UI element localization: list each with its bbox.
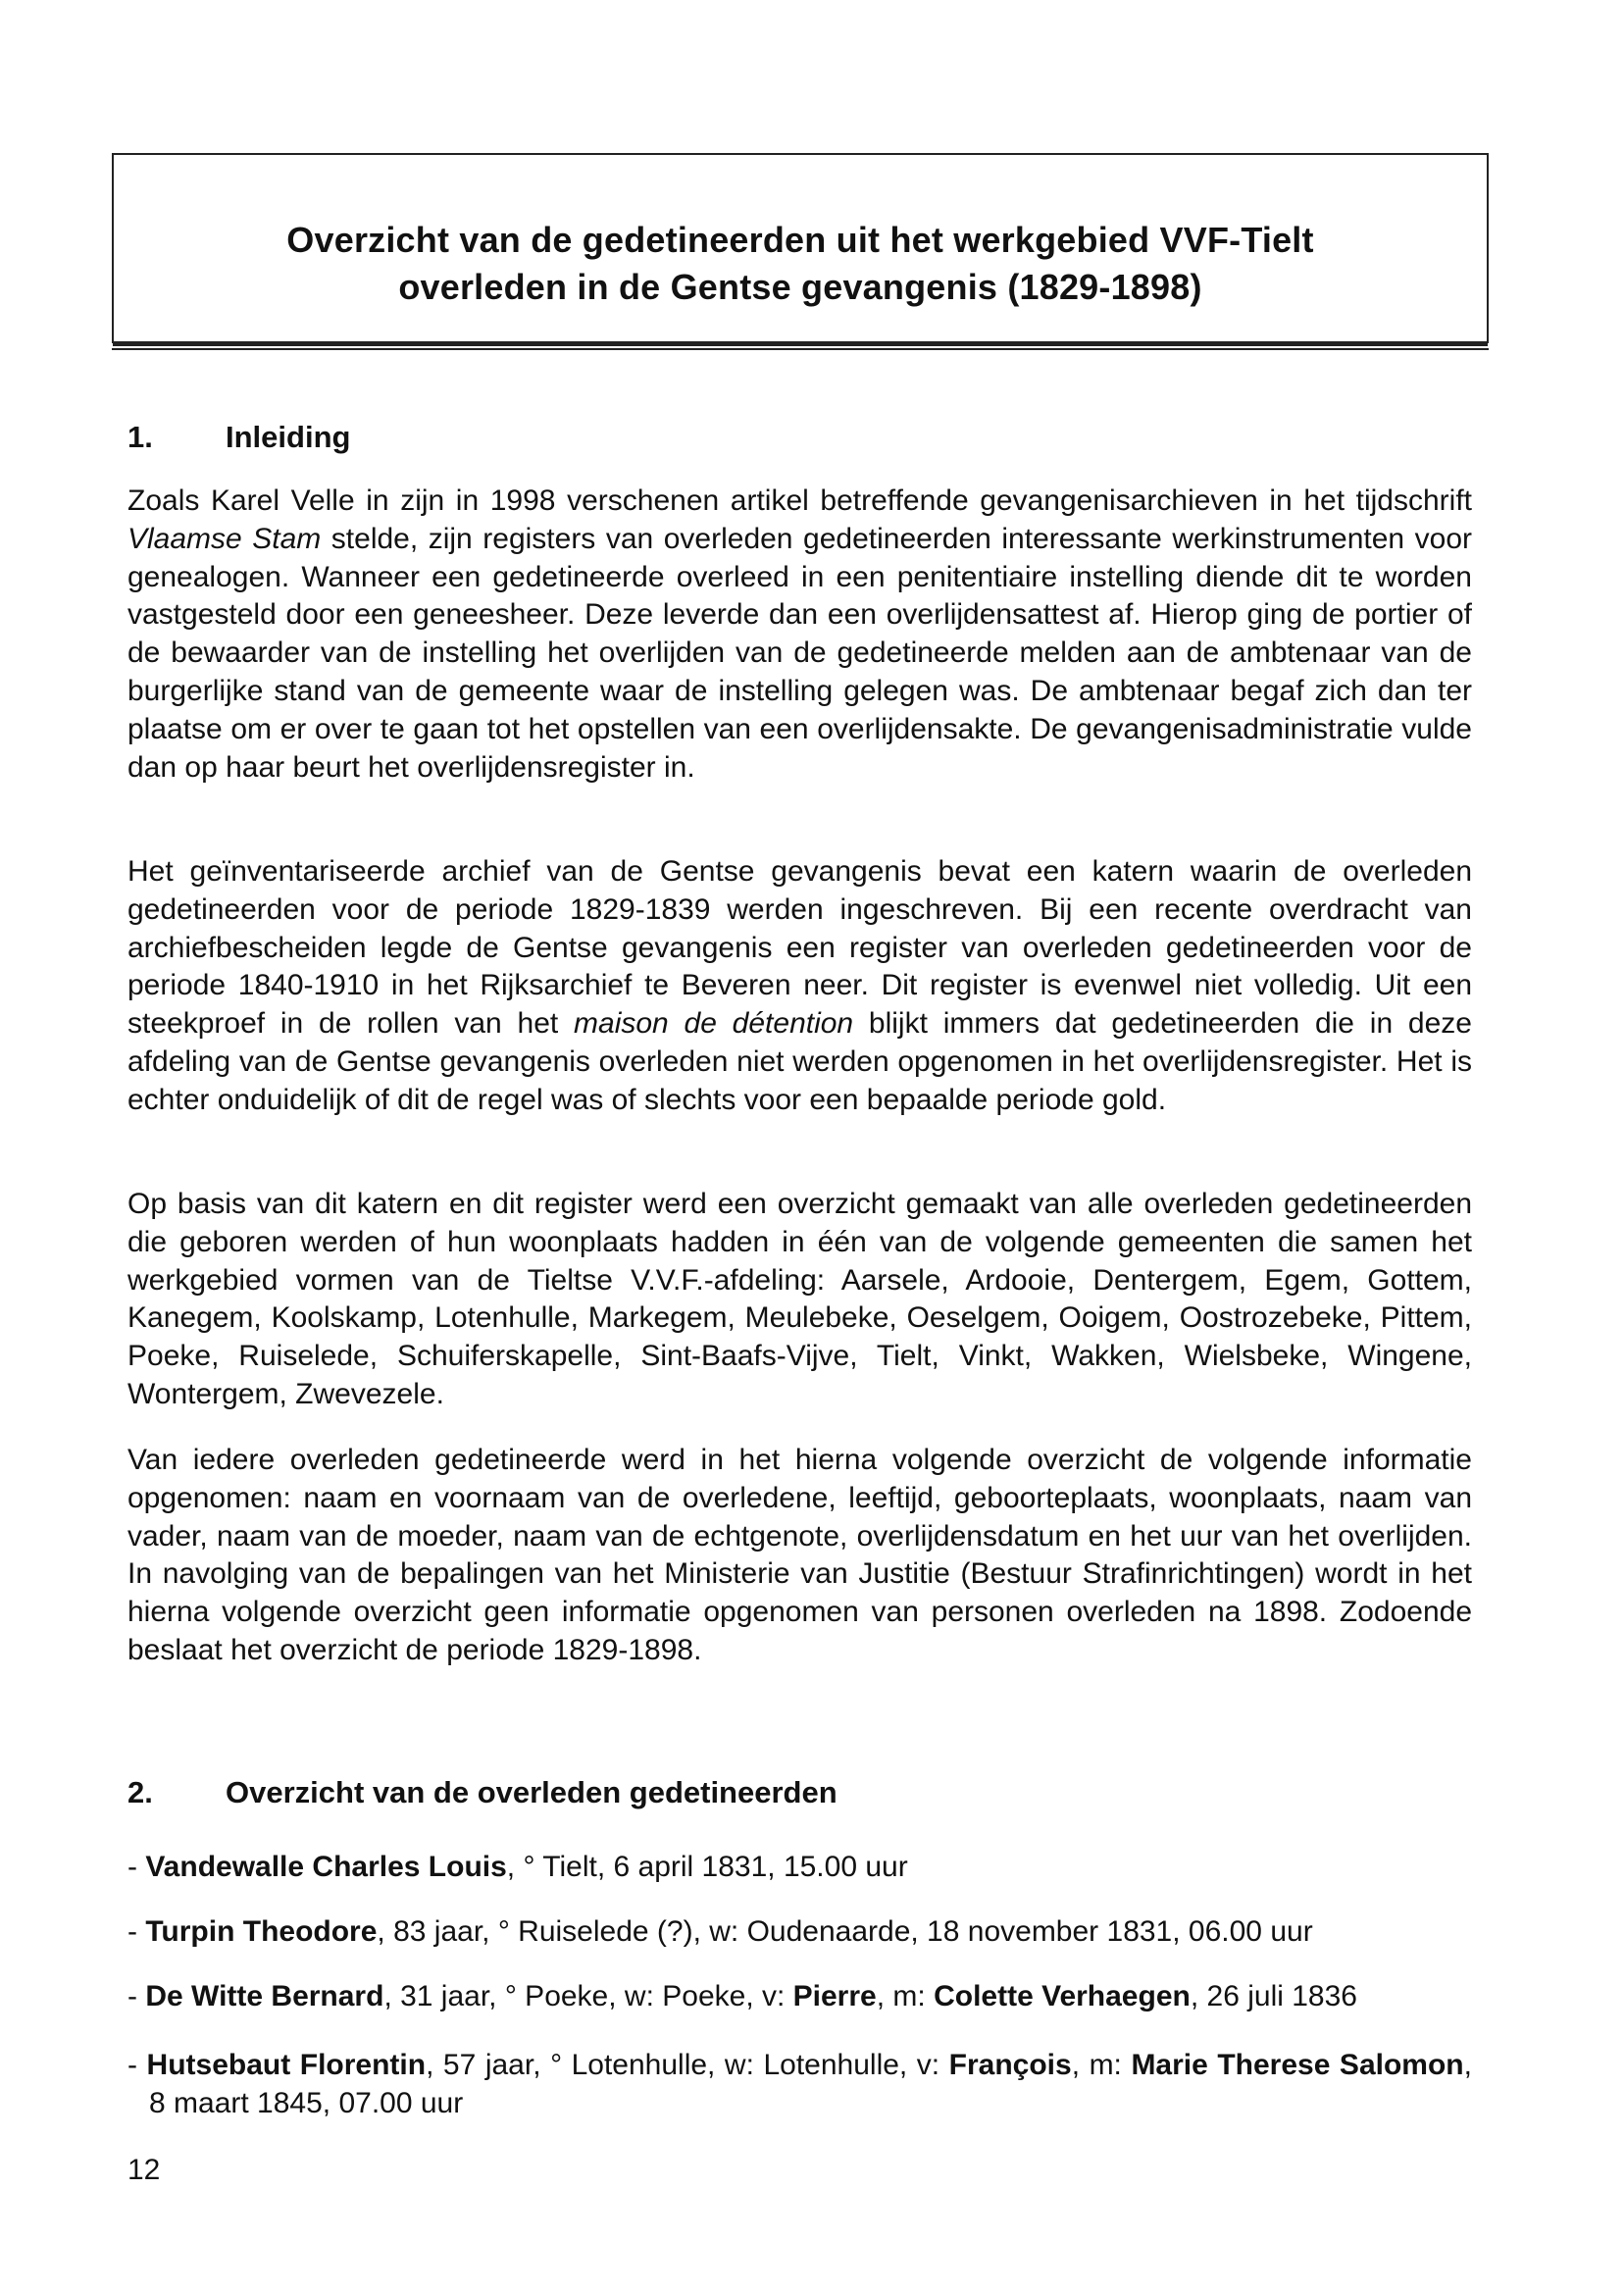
italic-term: maison de détention [574, 1007, 854, 1041]
person-name: Turpin Theodore [145, 1915, 378, 1948]
entry-details: , 83 jaar, ° Ruiselede (?), w: Oudenaarde, 18 november 1831, 06.00 uur [377, 1915, 1313, 1948]
paragraph-text: Het geïnventariseerde archief van de Gentse gevangenis bevat een katern waarin de overleden gedetineerden voor de periode 1829-1839 werden ingeschreven. Bij een recente overdracht van archiefbescheiden legde de Gentse gevangenis een register van overleden gedetineerden voor de periode 1840-1910 in het Rijksarchief te Beveren neer. Dit register is evenwel niet volledig. Uit een steekproef in de rollen van het [127, 855, 1472, 1041]
paragraph-text: Op basis van dit katern en dit register werd een overzicht gemaakt van alle overleden gedetineerden die geboren werden of hun woonplaats hadden in één van de volgende gemeenten die samen het werkgebied vormen van de Tieltse V.V.F.-afdeling: Aarsele, Ardooie, Dentergem, Egem, Gottem, Kanegem, Koolskamp, Lotenhulle, Markegem, Meulebeke, Oeselgem, Ooigem, Oostrozebeke, Pittem, Poeke, Ruiselede, Schuiferskapelle, Sint-Baafs-Vijve, Tielt, Vinkt, Wakken, Wielsbeke, Wingene, Wontergem, Zwevezele. [127, 1188, 1472, 1410]
section-title: Overzicht van de overleden gedetineerden [226, 1775, 837, 1809]
section-heading-inleiding [127, 420, 350, 455]
father-name: Pierre [792, 1980, 877, 2012]
person-name: De Witte Bernard [145, 1980, 384, 2012]
mother-name: Colette Verhaegen [934, 1980, 1191, 2012]
list-dash: - [127, 2049, 147, 2081]
paragraph-text: Zoals Karel Velle in zijn in 1998 verschenen artikel betreffende gevangenisarchieven in het tijdschrift [127, 484, 1472, 517]
entry-details: , 8 maart 1845, 07.00 uur [149, 2049, 1472, 2119]
entry-details: , m: [1071, 2049, 1132, 2081]
page-title-line-1: Overzicht van de gedetineerden uit het werkgebied VVF-Tielt [286, 220, 1314, 260]
entry-details: , 31 jaar, ° Poeke, w: Poeke, v: [383, 1980, 793, 2012]
entry-details: , m: [876, 1980, 935, 2012]
paragraph-text: Van iedere overleden gedetineerde werd in het hierna volgende overzicht de volgende informatie opgenomen: naam en voornaam van de overledene, leeftijd, geboorteplaats, woonplaats, naam van vader, naam van de moeder, naam van de echtgenote, overlijdensdatum en het uur van het overlijden. In navolging van de bepalingen van het Ministerie van Justitie (Bestuur Strafinrichtingen) wordt in het hierna volgende overzicht geen informatie opgenomen van personen overleden na 1898. Zodoende beslaat het overzicht de periode 1829-1898. [127, 1444, 1472, 1666]
entry-details: , ° Tielt, 6 april 1831, 15.00 uur [506, 1851, 908, 1883]
father-name: François [948, 2049, 1072, 2081]
paragraph-text: blijkt immers dat gedetineerden die in deze afdeling van de Gentse gevangenis overleden niet werden opgenomen in het overlijdensregister. Het is echter onduidelijk of dit de regel was of slechts voor een bepaalde periode gold. [127, 1007, 1472, 1116]
paragraph-text: stelde, zijn registers van overleden gedetineerden interessante werkinstrumenten voor genealogen. Wanneer een gedetineerde overleed in een penitentiaire instelling diende dit te worden vastgesteld door een geneesheer. Deze leverde dan een overlijdensattest af. Hierop ging de portier of de bewaarder van de instelling het overlijden van de gedetineerde melden aan de ambtenaar van de burgerlijke stand van de gemeente waar de instelling gelegen was. De ambtenaar begaf zich dan ter plaatse om er over te gaan tot het opstellen van een overlijdensakte. De gevangenisadministratie vulde dan op haar beurt het overlijdensregister in. [127, 522, 1472, 784]
paragraph-2 [127, 853, 1472, 1120]
section-number: 2. [127, 1775, 153, 1809]
section-title: Inleiding [226, 420, 351, 454]
list-item [127, 1913, 1472, 1952]
list-item [127, 2047, 1472, 2123]
section-number: 1. [127, 420, 153, 454]
list-dash: - [127, 1980, 146, 2012]
list-item [127, 1849, 1472, 1887]
person-name: Vandewalle Charles Louis [145, 1851, 507, 1883]
list-dash: - [127, 1915, 146, 1948]
mother-name: Marie Therese Salomon [1131, 2049, 1464, 2081]
paragraph-1 [127, 483, 1472, 787]
entry-details: , 26 juli 1836 [1190, 1980, 1357, 2012]
italic-title: Vlaamse Stam [127, 522, 322, 555]
page-number: 12 [127, 2154, 161, 2186]
person-name: Hutsebaut Florentin [146, 2049, 427, 2081]
section-heading-overzicht [127, 1775, 837, 1810]
paragraph-4 [127, 1442, 1472, 1670]
paragraph-3 [127, 1186, 1472, 1414]
entry-details: , 57 jaar, ° Lotenhulle, w: Lotenhulle, v: [426, 2049, 949, 2081]
list-item [127, 1978, 1472, 2016]
title-box [112, 153, 1489, 343]
list-dash: - [127, 1851, 146, 1883]
page-title-line-2: overleden in de Gentse gevangenis (1829-1898) [398, 267, 1202, 307]
